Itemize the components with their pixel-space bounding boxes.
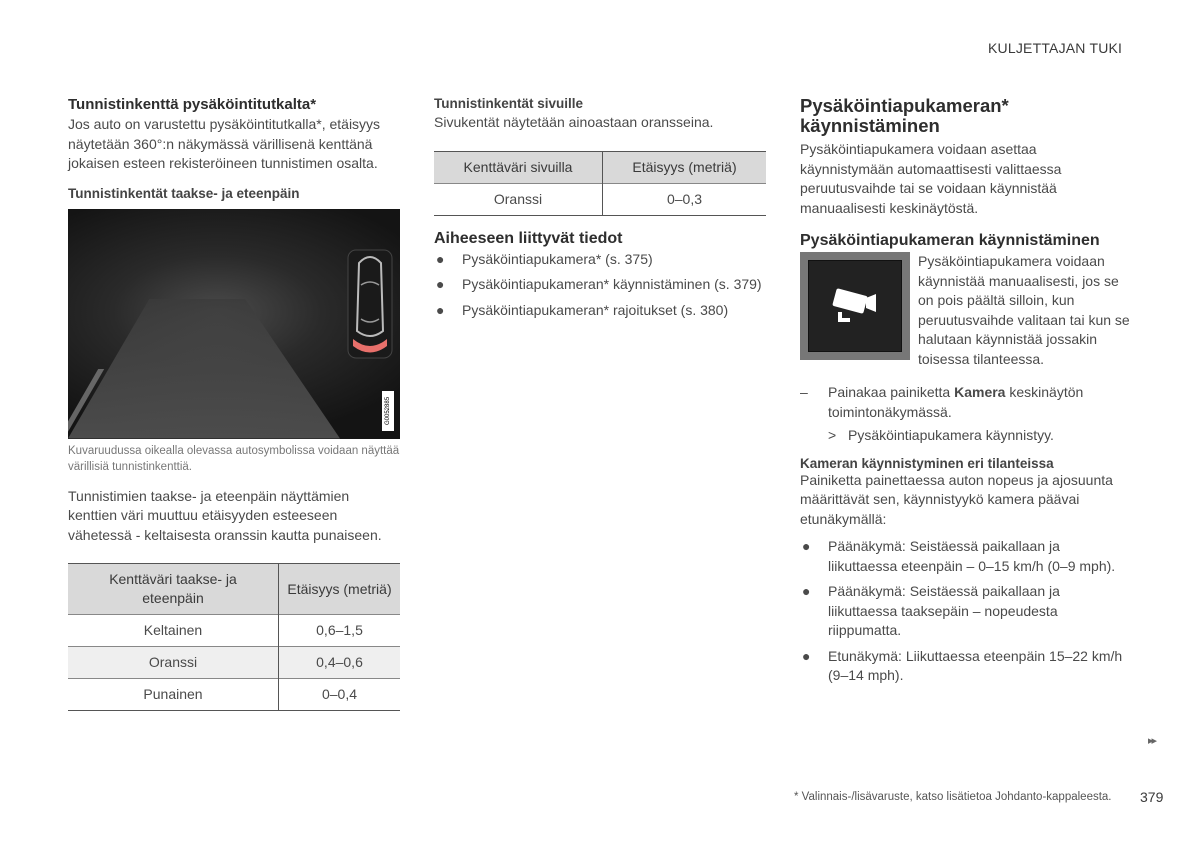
list-item: ● Etunäkymä: Liikuttaessa eteenpäin 15–22 km/h (9–14 mph). — [802, 647, 1123, 683]
instruction-step: – Painakaa painiketta Kamera keskinäytön toimintonäkymässä. — [800, 384, 1084, 420]
title-line-1: Pysäköintiapukameran* — [800, 95, 1009, 116]
table-row — [68, 679, 400, 711]
distance-table-sides — [434, 151, 766, 216]
body-text: Tunnistimien taakse- ja eteenpäin näyttämien kenttien väri muuttuu etäisyyden esteeseen vähetessä - keltaisesta oranssin kautta punaiseen. — [68, 487, 382, 543]
table-header: Etäisyys (metriä) — [279, 564, 401, 615]
page-title — [800, 96, 1132, 136]
subheading: Kameran käynnistyminen eri tilanteissa — [800, 455, 1054, 471]
camera-text: Pysäköintiapukamera voidaan käynnistää manuaalisesti, jos se on pois päältä silloin, kun peruutusvaihde valitaan tai kun se halutaan käynnistää jossakin toisessa tilanteessa. — [918, 253, 1130, 367]
title-line-2: käynnistäminen — [800, 115, 940, 136]
table-cell: Punainen — [68, 679, 279, 711]
related-list — [434, 250, 766, 321]
related-link[interactable]: ● Pysäköintiapukamera* (s. 375) — [436, 250, 653, 267]
table-row — [68, 615, 400, 647]
sensor-field-photo — [68, 209, 400, 439]
list-item: ● Päänäkymä: Seistäessä paikallaan ja liikuttaessa taaksepäin – nopeudesta riippumatta. — [802, 583, 1060, 638]
distance-table-front-rear — [68, 563, 400, 711]
column-left — [68, 96, 400, 711]
section-label: KULJETTAJAN TUKI — [988, 40, 1123, 56]
table-cell: Oranssi — [68, 647, 279, 679]
table-header-row — [434, 151, 766, 183]
list-item: ● Päänäkymä: Seistäessä paikallaan ja liikuttaessa eteenpäin – 0–15 km/h (0–9 mph). — [802, 538, 1116, 574]
table-header: Kenttäväri sivuilla — [434, 151, 603, 183]
table-cell: 0–0,3 — [603, 183, 767, 215]
car-symbol-icon — [347, 249, 393, 359]
related-link[interactable]: ● Pysäköintiapukameran* käynnistäminen (s. 379) — [436, 276, 762, 292]
image-id: G0052885 — [382, 391, 394, 431]
camera-button-ref: Kamera — [954, 384, 1006, 400]
body-text: Painiketta painettaessa auton nopeus ja ajosuunta määrittävät sen, käynnistyykö kamera päävai etunäkymällä: — [800, 471, 1113, 527]
table-row — [434, 183, 766, 215]
subheading: Tunnistinkentät taakse- ja eteenpäin — [68, 185, 300, 201]
section-title: Tunnistinkenttä pysäköintitutkalta* — [68, 96, 317, 113]
next-page-arrows-icon: ▸▸ — [1148, 735, 1156, 747]
intro-text: Sivukentät näytetään ainoastaan oransseina. — [434, 114, 714, 130]
table-cell: 0,4–0,6 — [279, 647, 401, 679]
page-number: 379 — [1140, 789, 1164, 805]
camera-button-image — [800, 252, 910, 360]
column-middle — [434, 96, 766, 320]
table-row — [68, 647, 400, 679]
table-cell: Keltainen — [68, 615, 279, 647]
table-cell: Oranssi — [434, 183, 603, 215]
camera-button-block — [800, 252, 1132, 369]
related-link[interactable]: ● Pysäköintiapukameran* rajoitukset (s. 380) — [436, 301, 729, 318]
footnote: * Valinnais-/lisävaruste, katso lisätietoa Johdanto-kappaleesta. — [794, 791, 1112, 803]
table-header: Kenttäväri taakse- ja eteenpäin — [68, 564, 279, 615]
instruction-result: > Pysäköintiapukamera käynnistyy. — [828, 427, 1054, 443]
intro-text: Jos auto on varustettu pysäköintitutkalla*, etäisyys näytetään 360°:n näkymässä värillisenä kenttänä jokaisen esteen rekisteröineen tunnistimen osalta. — [68, 116, 381, 171]
image-caption: Kuvaruudussa oikealla olevassa autosymbolissa voidaan näyttää värillisiä tunnistinkenttiä. — [68, 444, 400, 473]
column-right — [800, 96, 1132, 686]
camera-icon — [830, 286, 880, 326]
table-header-row — [68, 564, 400, 615]
related-title: Aiheeseen liittyvät tiedot — [434, 229, 623, 247]
table-cell: 0,6–1,5 — [279, 615, 401, 647]
mode-list — [800, 537, 1132, 686]
table-cell: 0–0,4 — [279, 679, 401, 711]
intro-text: Pysäköintiapukamera voidaan asettaa käynnistymään automaattisesti valittaessa peruutusvaihde tai se voidaan käynnistää manuaalisesti keskinäytöstä. — [800, 141, 1062, 216]
subheading: Pysäköintiapukameran käynnistäminen — [800, 232, 1100, 249]
subheading: Tunnistinkentät sivuille — [434, 96, 584, 111]
table-header: Etäisyys (metriä) — [603, 151, 767, 183]
